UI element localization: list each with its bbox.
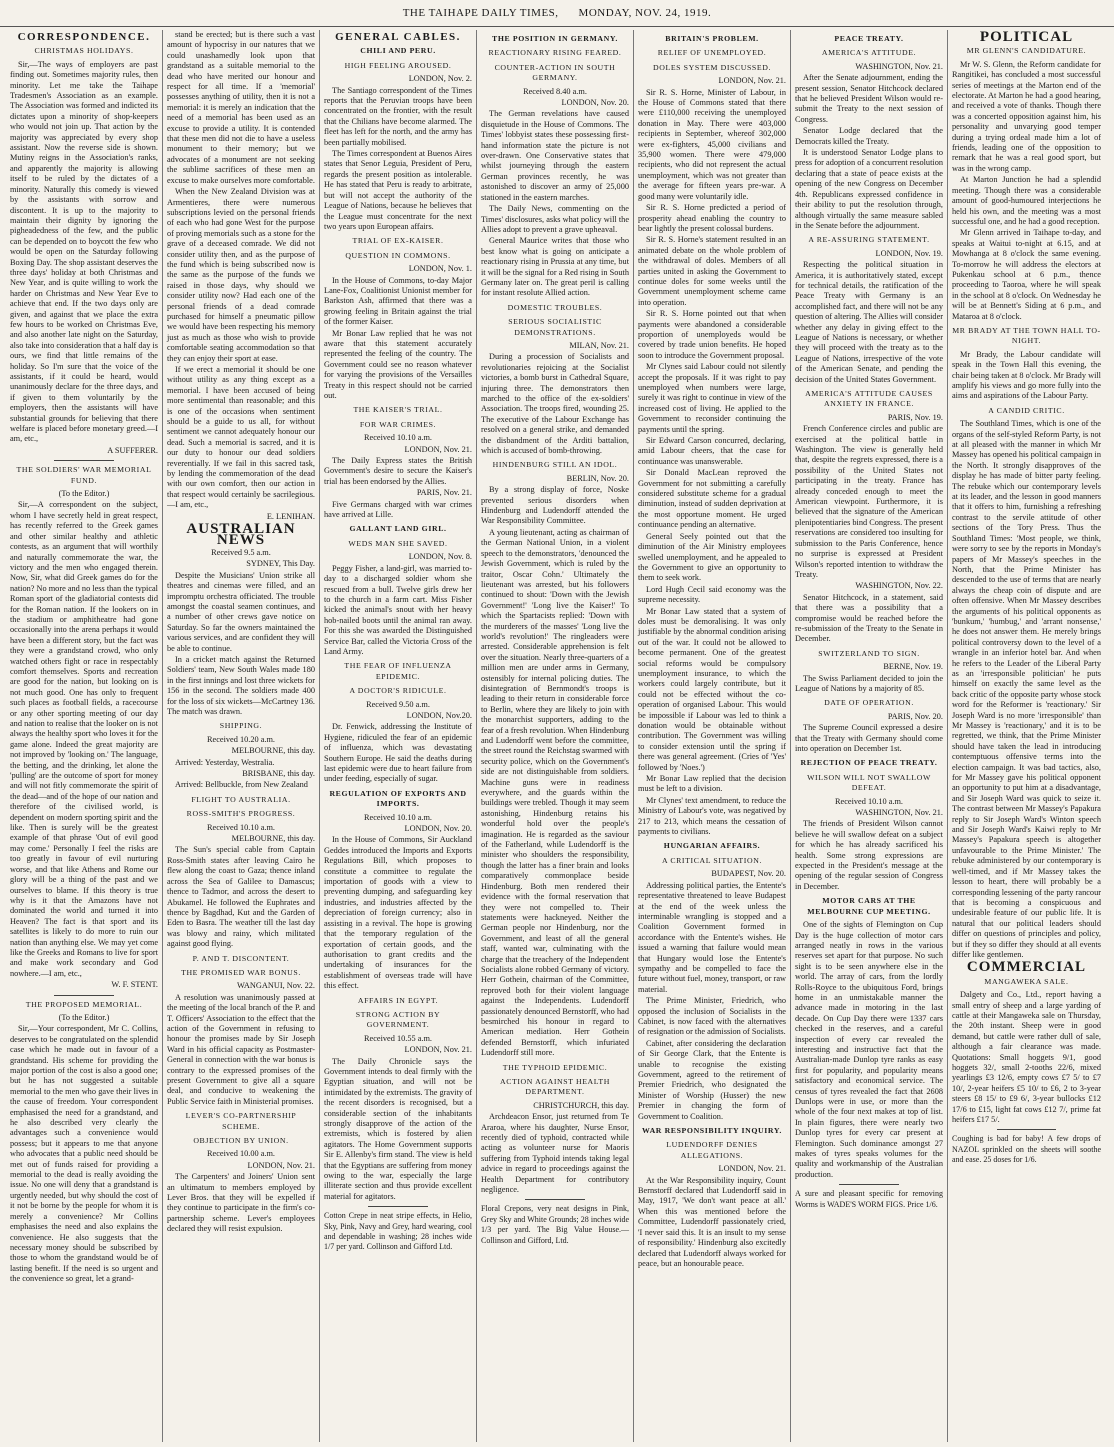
article-heading: THE PROPOSED MEMORIAL. bbox=[25, 999, 143, 1009]
article-paragraph: Sir R. S. Horne, Minister of Labour, in the House of Commons stated that there were £110,000 receiving the unemployed donation in May. There were 403,000 recipients in September, whereof 302,000 were ex-fighters, 45,000 civilians and 35,900 women. There were 479,000 recipients, who did not represent the actual unemployment, which was not greater than the average for fifteen years pre-war. A good many were voluntarily idle. bbox=[638, 87, 786, 201]
article-heading: THE FEAR OF INFLUENZA EPIDEMIC. bbox=[344, 661, 452, 681]
article-paragraph: Mr Bonar Law stated that a system of doles must be demoralising. It was only justifiable by the abnormal condition arising out of the war. It could not be allowed to become permanent. One of the greatest social reforms would be compulsory unemployment insurance, to which the workers could largely contribute, but it could not be effected without the co-operation of organised Labour. This would be impossible if Labour was led to think a donation would be obtainable without contribution. The Government was willing to consider extension until the spring if there was general agreement. (Cries of 'Yes' followed by 'Noes.') bbox=[638, 606, 786, 772]
dateline: PARIS, Nov. 19. bbox=[887, 412, 943, 422]
article-heading: GALLANT LAND GIRL. bbox=[349, 524, 447, 534]
article-subheading: COUNTER-ACTION IN SOUTH GERMANY. bbox=[494, 62, 616, 83]
article-subheading: QUESTION IN COMMONS. bbox=[345, 250, 451, 260]
article-paragraph: The Sun's special cable from Captain Ross-Smith states after leaving Cairo he flew along the coast to Gaza; thence inland across the Sea of Galilee to Damascus; thence to Tadmor, and across the desert to Abukamel. He followed the Euphrates and thence by Bagdhad, Kut and the Garden of Eden to Basra. The weather till the last day was blowy and rainy, which militated against good flying. bbox=[167, 845, 315, 949]
received-time: Received 10.10 a.m. bbox=[835, 796, 903, 806]
article-paragraph: The Supreme Council expressed a desire that the Treaty with Germany should come into operation on December 1st. bbox=[795, 723, 943, 753]
article-heading: DOMESTIC TROUBLES. bbox=[507, 302, 603, 312]
paper-title: THE TAIHAPE DAILY TIMES, bbox=[402, 7, 559, 19]
article-paragraph: In the House of Commons, Sir Auckland Geddes introduced the Imports and Exports Regulations Bill, which proposes to constitute a committee to regulate the importation of goods with a view to preventing dumping, and safeguarding key industries, and industries affected by the depreciation of foreign currency; also in assisting in a revival. The hope is growing that the temporary regulation of the exportation of certain goods, and the authorisation to grant credits and the undertaking of insurances for the establishment of overseas trade will have this effect. bbox=[324, 835, 472, 991]
article-heading: CHRISTMAS HOLIDAYS. bbox=[34, 46, 134, 56]
article-paragraph: One of the sights of Flemington on Cup Day is the huge collection of motor cars arranged neatly in rows in the various reserves set apart for that purpose. No such sight is to be seen anywhere else in the world. The array of cars, from the lordly Rolls-Royce to the ubiquitous Ford, brings home in an unmistakable manner the advance made in motoring in the last decade. On Cup Day there were 1337 cars checked in the reserves, and a careful inspection of every car revealed the interesting and instructive fact that the Australian-made Dunlop tyre ranks as easy first for popularity, and popularity means satisfactory and economical service. The census of tyres revealed the fact that 2608 Dunlops were in use, or more than the whole of the four next makes at top of list. In plain figures, there were nearly two Dunlop tyres for every car present at Flemington. Such dominance amongst 27 makes of tyres speaks volumes for the quality and workmanship of the Australian production. bbox=[795, 920, 943, 1179]
received-time: Received 10.10 a.m. bbox=[364, 812, 432, 822]
received-time: Received 10.00 a.m. bbox=[207, 1149, 275, 1159]
dateline: WASHINGTON, Nov. 22. bbox=[855, 581, 943, 591]
dateline: LONDON, Nov. 8. bbox=[408, 552, 472, 562]
article-paragraph: At Marton Junction he had a splendid meeting. Though there was a considerable amount of good-humoured interjections he held his own, and the meeting was a most successful one, and he had a good reception. bbox=[952, 175, 1101, 226]
dateline: LONDON, Nov. 21. bbox=[718, 1164, 786, 1174]
article-subheading: A CRITICAL SITUATION. bbox=[661, 855, 763, 865]
article-paragraph: Sir,—A correspondent on the subject, whom I have secretly held in great respect, has recently referred to the Greek games and other similar healthy and athletic contests, as an argument that will worthily and naturally commemorate the war, the victory and the men who engaged therein. Now, Sir, what did Greek games do for the nation? No more and no less than the typical Roman sport of the gladiatorial contests did for the Roman nation. If the lookers on in the stadium or amphitheatre had gone occasionally into the arena perhaps it would have been a different story, but the fact was they were a grandstand crowd, who only watched others fight or race in respectably comfort themselves. Sports and recreation are good for the nation, but looking on is not much good. One has only to frequent such places as football fields, a racecourse or any other sporting meeting of our day and nation to realise that the looker on is not always the healthy sport who loves it for the game alone. Indeed the great majority are not improved by 'looking on.' The language, the betting, and the drinking, let alone the 'pulling' are the outcome of sport for money and will not fitly commemorate the spirit of the dead—and of the hope of our nation and therefore of the civilised world, is dependent on modern sporting spirit and the like. Then is surely will be the greatest example of that phrase 'Out of evil good may come.' Personally I feel the risks are too greatly in favour of evil nurturing worse, and that like Athens and Rome our glory will be a thing of the past and we ourselves to blame. If this theory is true why is it that the Amazons have not dominated the world and turned it into Heaven? The fact is that sport and its satellites is likely to do more to ruin our nation than anything else. We may yet come like the Greeks and Romans to live for sport and make work secondary and God nowhere.—I am, etc., bbox=[10, 500, 158, 978]
article-paragraph: Cabinet, after considering the declaration of Sir George Clark, that the Entente is unable to recognise the existing Government, agreed to the retirement of Premier Friedrich, who designated the Minister of Worship (Husser) the new Premier in changing the form of Government to Coalition. bbox=[638, 1038, 786, 1121]
article-paragraph: A young lieutenant, acting as chairman of the German National Union, in a violent speech to the demonstrators, 'denounced the Jewish Government, which is ruled by the traitor, Oscar Cohn.' Ultimately the lieutenant was arrested, but his followers continued to shout: 'Down with the Jewish Government!' 'Long live the Kaiser!' To which the Spartacists replied: 'Down with the murderers of the masses' 'Long live the world's revolution!' The ringleaders were arrested. Considerable apprehension is felt over the situation. Nearly three-quarters of a million men are under arms in Germany, ostensibly for internal policing duties. The disintegration of Bernmondt's troops is leading to their return in considerable force to Berlin, where they are likely to join with the monarchist supporters, adding to the fear of a fresh revolution. When Hindenburg and Ludendorff went before the committee, the street round the Reichstag swarmed with security police, which on the Government's side are not distinguishable from soldiers. Machine guns were in readiness everywhere, and the guards within the buildings were trebled. Though it may seem astonishing, Hindenburg retains his wonderful hold over the people's imagination. He is regarded as the saviour of the Fatherland, while Ludendorff is the minister who shoulders the responsibility, though the latter has a finer brain and looks comparatively commonplace beside Hindenburg. Both men rendered their evidence with the formal reservation that they were not compelled to. Their statements were hackneyed. Neither the German people nor Hindenburg, nor the Government, and least of all the general staff, wanted war, culminating with the charge that the treachery of the Independent Socialists alone robbed Germany of victory. Herr Gothein, chairman of the Committee, reproved both for their violent language against the Independents. Ludendorff passionately denounced Bernstorff, who had besmirched his honour in regard to American mediation. Herr Gothein defended Bernstorff, which infuriated Ludendorff still more. bbox=[481, 527, 629, 1058]
dateline: BERNE, Nov. 19. bbox=[883, 662, 943, 672]
article-paragraph: General Maurice writes that those who best know what is going on anticipate a reactionary rising in Prussia at any time, but it will be the signal for a Red rising in South Germany later on. The great peril is calling for instant resolute Allied action. bbox=[481, 236, 629, 298]
dateline: WASHINGTON, Nov. 21. bbox=[855, 808, 943, 818]
article-paragraph: Sir Edward Carson concurred, declaring, amid Labour cheers, that the case for continuance was unanswerable. bbox=[638, 436, 786, 466]
article-paragraph: Lord Hugh Cecil said economy was the supreme necessity. bbox=[638, 584, 786, 605]
column-4 bbox=[477, 30, 634, 1442]
dateline: WANGANUI, Nov. 22. bbox=[236, 981, 315, 991]
received-time: Received 10.20 a.m. bbox=[207, 734, 275, 744]
article-paragraph: Dalgety and Co., Ltd., report having a small entry of sheep and a large yarding of cattle at their Mangaweka sale on Thursday, the 20th instant. Sheep were in good demand, but cattle were rather dull of sale, although a fair clearance was made. Quotations: Small hoggets 9/1, good hoggets 32/, small 2-tooths 22/6, mixed yearlings £3 12/6, empty cows £7 5/ to £7 10/, 2-year heifers £5 10/ to £6, 2 to 3-year steers £8 15/ to £9 6/, 3-year bullocks £12 17/6 to £15, light fat cows £12 7/, prime fat heifers £17 5/. bbox=[952, 990, 1101, 1125]
article-paragraph: Mr W. S. Glenn, the Reform candidate for Rangitikei, has concluded a most successful series of meetings at the Marton end of the electorate. At Marton he had a good hearing, and received a vote of thanks. Though there was a concerted opposition against him, his personality and unvarying good temper during a trying ordeal made him a lot of friends, leading one of the opposition to remark that he was a real good sport, but was in the wrong camp. bbox=[952, 59, 1101, 173]
received-time: Received 9.5 a.m. bbox=[211, 547, 271, 557]
article-paragraph: Despite the Musicians' Union strike all theatres and cinemas were filled, and an impromptu orchestra officiated. The trouble amongst the coastal seamen continues, and a number of other crews gave notice on Saturday. So far the owners maintained the various services, and are confident they will be able to continue. bbox=[167, 570, 315, 653]
article-subheading: DOLES SYSTEM DISCUSSED. bbox=[653, 62, 771, 72]
dateline: LONDON, Nov.20. bbox=[406, 710, 472, 720]
article-heading: PEACE TREATY. bbox=[834, 34, 904, 43]
article-heading: HINDENBURG STILL AN IDOL. bbox=[492, 460, 618, 470]
article-paragraph: The Daily Chronicle says the Government intends to deal firmly with the Egyptian situation, and will not be intimidated by the extremists. The gravity of the recent disorders is recognised, but a considerable section of the inhabitants strongly disapprove of the action of the extremists, which is fostered by alien agitators. The Home Government supports Sir E. Allenby's firm stand. The view is held that the Egyptians are suffering from money owing to the war, especially the large illiterate section and thus provide excellent material for agitators. bbox=[324, 1056, 473, 1201]
section-heading-australian-news: AUSTRALIAN NEWS bbox=[186, 521, 296, 548]
article-paragraph: Mr Clynes said Labour could not silently accept the proposals. If it was right to pay unemployed when numbers were large, surely it was right to continue in view of the increased cost of living. He applied to the Government to reconsider continuing the payments until the spring. bbox=[638, 362, 786, 434]
article-paragraph: Senator Lodge declared that the Democrats killed the Treaty. bbox=[795, 126, 943, 146]
article-subheading: WILSON WILL NOT SWALLOW DEFEAT. bbox=[807, 772, 931, 793]
article-heading: SWITZERLAND TO SIGN. bbox=[818, 648, 920, 658]
section-heading-general-cables: GENERAL CABLES. bbox=[335, 31, 461, 43]
received-time: Received 10.55 a.m. bbox=[364, 1033, 432, 1043]
column-5 bbox=[634, 30, 791, 1442]
article-heading: THE SOLDIERS' WAR MEMORIAL FUND. bbox=[16, 465, 152, 485]
section-heading-political: POLITICAL bbox=[979, 30, 1074, 45]
dateline: BERLIN, Nov. 20. bbox=[566, 473, 629, 483]
divider bbox=[54, 995, 113, 996]
article-paragraph: Dr. Fenwick, addressing the Institute of Hygiene, ridiculed the fear of an epidemic of influenza, which was devastating Southern Europe. He said the deaths during last epidemic were due to heart failure from under feeding, especially of sugar. bbox=[324, 722, 472, 784]
article-subheading: AMERICA'S ATTITUDE. bbox=[821, 48, 917, 58]
column-7 bbox=[948, 30, 1105, 1442]
dateline: LONDON, Nov. 21. bbox=[718, 76, 786, 86]
article-heading: TRIAL OF EX-KAISER. bbox=[352, 236, 444, 246]
section-heading-commercial: COMMERCIAL bbox=[966, 959, 1087, 976]
article-paragraph: Mr Bonar Law replied that he was not aware that this statement accurately represented the feeling of the country. The Government could see no reason whatever for varying the provisions of the Versailles Treaty in this respect should not be carried out. bbox=[324, 328, 472, 400]
article-paragraph: The Southland Times, which is one of the organs of the self-styled Reform Party, is not at all pleased with the manner in which Mr Massey has opened his political campaign in the North. It strongly disapproves of the display he has made of bitter party feeling. The rebuke which our contemporary levels at its leader, and the lesson in good manners that it offers to him, furnishing a refreshing contrast to the servile attitude of other sections of the Tory Press. Thus the Southland Times: 'Most people, we think, were sorry to see by the reports in Monday's papers of Mr Massey's speeches in the North, that the Prime Minister has descended to the use of terms that are nearly always the cheap coin of dispute and are often offensive. When Mr Massey describes the arguments of his political opponents as 'bunkum,' 'humbug,' and 'arrant nonsense,' he does not answer them. He merely brings political controversy down to the level of a wrangle in an inferior hotel bar. And when he refers to the Leader of the Liberal Party as an 'irresponsible politician' he puts himself on exactly the same level as the back critic of the opposite party whose stock word for the Reformer is 'reactionary.' Sir Joseph Ward is no more 'irresponsible' than Mr Massey is 'reactionary,' and it is to be regretted, we think, that the Prime Minister should have taken the lead in introducing contemptuous offensive terms into the election campaign. It was bad tactics, also, for Mr Massey gave his political opponent an opportunity to put him at a disadvantage, and Sir Joseph Ward was quick to seize it. The contrast between Mr Massey's Papakura reply to Sir Joseph Ward's Winton speech and Sir Joseph Ward's Kaiwi reply to Mr Massey's Papakura speech is altogether unfavourable to the Prime Minister.' The rebuke administered by our contemporary is well-timed, and if Mr Massey takes the lesson to heart, there will probably be a corresponding lessening of the party rancour that is becoming a conspicuous and undesirable feature of our public life. It is natural that our political leaders should differ on questions of principles and policy, but if they so differ they should at all events differ like gentlemen. bbox=[952, 419, 1101, 959]
article-heading: MOTOR CARS AT THE MELBOURNE CUP MEETING. bbox=[807, 896, 931, 916]
article-paragraph: Archdeacon Ensor, just returned from Te Araroa, where his daughter, Nurse Ensor, recently died of typhoid, contracted while acting as volunteer nurse for Maoris suffering from Typhoid intends taking legal advice in regard to proceedings against the Health Department for contributory negligence. bbox=[481, 1112, 629, 1195]
article-subheading: SERIOUS SOCIALISTIC DEMONSTRATIONS. bbox=[508, 317, 602, 337]
divider bbox=[839, 1184, 898, 1185]
article-paragraph: Peggy Fisher, a land-girl, was married to-day to a discharged soldier whom she rescued from a bull. Twelve girls drew her to the church in a farm cart. Miss Fisher kicked the animal's snout with her heavy hob-nailed boots until the animal ran away. For this she was awarded the Distinguished Service Bar, called the Victoria Cross of the Land Army. bbox=[324, 563, 472, 656]
received-time: Received 10.10 a.m. bbox=[207, 822, 275, 832]
article-heading: HUNGARIAN AFFAIRS. bbox=[663, 841, 761, 851]
article-paragraph: Sir R. S. Horne's statement resulted in an animated debate on the whole problem of the withdrawal of doles. Members of all parties united in asking the Government to continue doles for some weeks until the Government unemployment scheme came into operation. bbox=[638, 235, 786, 307]
article-paragraph: Five Germans charged with war crimes have arrived at Lille. bbox=[324, 499, 472, 520]
article-subheading: REACTIONARY RISING FEARED. bbox=[488, 48, 622, 58]
article-paragraph: After the Senate adjournment, ending the present session, Senator Hitchcock declared that he believed President Wilson would re-submit the Treaty to the next session of Congress. bbox=[795, 73, 943, 124]
article-heading: MANGAWEKA SALE. bbox=[984, 976, 1069, 986]
advertisement: Floral Crepons, very neat designs in Pink, Grey Sky and White Grounds; 28 inches wide 1/3 per yard. The Big Value House.— Collinson and Gifford, Ltd. bbox=[481, 1204, 629, 1245]
dateline: PARIS, Nov. 20. bbox=[887, 711, 943, 721]
article-paragraph: The German revelations have caused disquietude in the House of Commons. The Times' lobbyist states these possessing first-hand information state the picture is not over-drawn. One Conservative states that whilst journeying through the eastern German provinces recently, he was astonished to discover an army of 25,000 stationed in the eastern marches. bbox=[481, 109, 629, 202]
article-paragraph: Mr Brady, the Labour candidate will speak in the Town Hall this evening, the chair being taken at 8 o'clock. Mr Brady will amplify his views and go more fully into the aims and aspirations of the Labour Party. bbox=[952, 349, 1101, 401]
article-paragraph: In the House of Commons, to-day Major Lane-Fox, Coalitionist Unionist member for Barkston Ash, affirmed that there was a growing feeling in Britain against the trial of the former Kaiser. bbox=[324, 275, 472, 327]
dateline: LONDON, Nov. 20. bbox=[404, 824, 472, 834]
dateline: PARIS, Nov. 21. bbox=[416, 488, 472, 498]
article-subheading: LUDENDORFF DENIES ALLEGATIONS. bbox=[666, 1140, 758, 1160]
signature: W. F. STENT. bbox=[111, 980, 158, 990]
article-subheading: RELIEF OF UNEMPLOYED. bbox=[657, 48, 767, 58]
article-subheading: WEDS MAN SHE SAVED. bbox=[348, 538, 448, 548]
article-paragraph: Arrived: Bellbuckle, from New Zealand bbox=[175, 780, 308, 790]
page-columns bbox=[6, 30, 1108, 1442]
article-paragraph: Sir,—Your correspondent, Mr C. Collins, deserves to be congratulated on the splendid case which he made out in favour of a grandstand. His scheme for providing the major portion of the cost is also a good one; but he has not suggested a suitable memorial to the men who gave their lives in the cause of freedom. Your correspondent emphasised the need for a grandstand, and he also described very clearly the advantages such a convenience would possess; but it appears to me that anyone who advocates that a public need should be met out of funds raised for providing a memorial to the dead is really avoiding the issue. No one will deny that a grandstand is urgently needed, but why should the cost of it not be borne by the people for whom it is merely a convenience? Mr Collins emphasises the need and also explains the convenience. He also suggests that the necessary money should be subscribed by those to whom the grandstand would be of lasting benefit. If the need is so urgent and the convenience so great, let a grand- bbox=[10, 1024, 158, 1284]
received-time: Received 9.50 a.m. bbox=[366, 699, 430, 709]
signature: E. LENIHAN. bbox=[266, 511, 315, 521]
article-subheading: FOR WAR CRIMES. bbox=[359, 419, 437, 429]
article-heading: AFFAIRS IN EGYPT. bbox=[357, 995, 439, 1005]
editor-note: (To the Editor.) bbox=[58, 489, 110, 499]
article-paragraph: If we erect a memorial it should be one without utility as any thing except as a memorial. I have been accused of being more sentimental than reasonable; and this is one of the occasions when sentiment should be a guide to us all, for without sentiment we cannot adequately honour our dead. Such a memorial is sacred, and it is our duty to honour our dead soldiers reverentially. If we fail in this sacred task, by lending the commemoration of the dead with our own comfort, then our action in that respect would certainly be sacrilegious.—I am, etc., bbox=[167, 365, 315, 510]
dateline: SYDNEY, This Day. bbox=[246, 559, 315, 569]
divider bbox=[997, 1129, 1057, 1130]
article-heading: A RE-ASSURING STATEMENT. bbox=[808, 235, 930, 245]
article-paragraph: The Times correspondent at Buenos Aires states that Senor Leguia, President of Peru, regards the present position as intolerable. He has stated that Peru is ready to arbitrate, but will not accept the authority of the League of Nations, because he believes that the League must concentrate for the next two years upon European affairs. bbox=[324, 149, 472, 231]
received-time: Received 8.40 a.m. bbox=[523, 86, 587, 96]
article-paragraph: Sir R. S. Horne predicted a period of prosperity ahead enabling the country to bear lightly the present colossal burdens. bbox=[638, 203, 786, 233]
article-paragraph: The friends of President Wilson cannot believe he will swallow defeat on a subject for which he has already sacrificed his health. Some strong expressions are expected in the President's message at the opening of the regular session of Congress in December. bbox=[795, 819, 943, 891]
signature: A SUFFERER. bbox=[107, 445, 158, 455]
dateline: MELBOURNE, this day. bbox=[231, 746, 315, 756]
section-heading-correspondence: CORRESPONDENCE. bbox=[17, 31, 151, 43]
dateline: LONDON, Nov. 19. bbox=[875, 248, 943, 258]
article-heading: DATE OF OPERATION. bbox=[824, 698, 914, 708]
article-paragraph: It is understood Senator Lodge plans to press for adoption of a concurrent resolution declaring that a state of peace exists at the opening of the new Congress on December 4th. Republicans expressed confidence in their ability to put the resolution through, although virtually the same measure sabled in the Senate before the adjournment. bbox=[795, 148, 943, 230]
article-subheading: THE PROMISED WAR BONUS. bbox=[181, 967, 301, 977]
divider bbox=[368, 1206, 427, 1207]
article-heading: AMERICA'S ATTITUDE CAUSES ANXIETY IN FRANCE. bbox=[805, 389, 933, 409]
article-heading: REJECTION OF PEACE TREATY. bbox=[800, 758, 938, 768]
column-1 bbox=[6, 30, 163, 1442]
article-paragraph: During a procession of Socialists and revolutionaries rejoicing at the Socialist victories, a bomb burst in Cathedral Square, injuring three. The demonstrators then marched to the office of the ex-soldiers' Association. The troops fired, wounding 25. The executive of the Labour Exchange has resolved on a general strike, and demanded the disbandment of the Arditi battalion, which is accused of bomb-throwing. bbox=[481, 352, 629, 456]
article-heading: P. AND T. DISCONTENT. bbox=[192, 953, 290, 963]
article-paragraph: Mr Clynes' text amendment, to reduce the Ministry of Labour's vote, was negatived by 217 to 213, which means the cessation of payments to civilians. bbox=[638, 795, 786, 837]
article-subheading: ROSS-SMITH'S PROGRESS. bbox=[186, 809, 296, 819]
article-paragraph: Sir R. S. Horne pointed out that when payments were abandoned a considerable proportion of unemployeds would be covered by trade union benefits. He hoped soon to introduce the Government proposal. bbox=[638, 309, 786, 360]
article-paragraph: In a cricket match against the Returned Soldiers' team, New South Wales made 180 in the first innings and lost three wickets for 156 in the second. The soldiers made 400 for the loss of six wickets—McCartney 136. The match was drawn. bbox=[167, 654, 315, 716]
article-paragraph: Sir,—The ways of employers are past finding out. Sometimes majority rules, then minority. Let me take the Taihape Tradesmen's Association as an example. The Association was formed and indicted its dictates upon a minority of shop-keepers who would not join up. That action by the majority was appreciated by every shop assistant. Now the reverse side is shown. Mutiny reigns in the Association's ranks, and apparently the majority is allowing itself to be ruled by the dictates of a minority. Naturally this comedy is viewed by the assistants with sorrow and discontent. It is up to the majority to maintain their dignity by ignoring the pigheadedness of the few, and the public can be depended on to boycott the few who would be open on the Saturday following Boxing Day. The shop assistant deserves the three days' holiday at both Christmas and New Year, and is quite willing to work the harder on Christmas and New Year Eve to achieve that end. If the two days only are given, and against that we place the extra few hours to be worked on Christmas Eve, and also another late night on the Saturday, also take into consideration that a half day is ours, we find that little remains of the holiday. So I'm sure that the voice of the assistants, if it could be heard, would unanimously declare for the three days, and if given to them voluntarily by the employers, then the assistants will have substantial grounds for believing that there welfare is placed before monetary greed.—I am, etc., bbox=[10, 59, 158, 444]
article-heading: THE KAISER'S TRIAL. bbox=[353, 405, 443, 415]
article-paragraph: The Santiago correspondent of the Times reports that the Peruvian troops have been concentrated on the frontier, with the result that the Chilians have become alarmed. The fleet has left for the north, and the army has been partially mobilised. bbox=[324, 85, 472, 147]
dateline: MELBOURNE, this day. bbox=[231, 834, 315, 844]
article-heading: FLIGHT TO AUSTRALIA. bbox=[191, 794, 291, 804]
column-3 bbox=[320, 30, 477, 1442]
article-paragraph: General Seely pointed out that the diminution of the Air Ministry employees swelled unemployment, and he appealed to the Government to give an opportunity to them to seek work. bbox=[638, 531, 786, 583]
paper-date: MONDAY, NOV. 24, 1919. bbox=[578, 7, 712, 19]
article-heading: CHILI AND PERU. bbox=[360, 46, 436, 56]
article-paragraph: A resolution was unanimously passed at the meeting of the local branch of the P. and T. Officers' Association to the effect that the action of the Government in refusing to honour the promises made by Sir Joseph Ward in his official capacity as Postmaster-General in connection with the war bonus is contrary to the expressed promises of the present Government to give all a square deal, and conducive to weakening the Public Service faith in Ministerial promises. bbox=[167, 992, 315, 1106]
advertisement: A sure and pleasant specific for removing Worms is WADE'S WORM FIGS. Price 1/6. bbox=[795, 1189, 943, 1209]
article-paragraph: Addressing political parties, the Entente's representative threatened to leave Budapest at the end of the week unless the interminable wrangling is stopped and a Coalition Government formed in accordance with the Entente's wishes. He issued a warning that failure would mean that Hungary would lose the Entente's sympathy and be compelled to face the future without fuel, money, transport, or raw material. bbox=[638, 880, 786, 994]
dateline: LONDON, Nov. 21. bbox=[247, 1160, 315, 1170]
dateline: LONDON, Nov. 1. bbox=[408, 264, 472, 274]
article-paragraph: Mr Bonar Law replied that the decision must be left to a division. bbox=[638, 774, 786, 794]
article-paragraph: The Prime Minister, Friedrich, who opposed the inclusion of Socialists in the Cabinet, is now faced with the alternatives of resignation or the admission of Socialists. bbox=[638, 996, 786, 1037]
article-subheading: STRONG ACTION BY GOVERNMENT. bbox=[355, 1009, 441, 1030]
column-2 bbox=[163, 30, 320, 1442]
dateline: BUDAPEST, Nov. 20. bbox=[711, 869, 786, 879]
article-heading: SHIPPING. bbox=[219, 721, 263, 731]
dateline: MILAN, Nov. 21. bbox=[569, 340, 629, 350]
dateline: CHRISTCHURCH, this day. bbox=[533, 1100, 629, 1110]
article-paragraph: Sir Donald MacLean reproved the Government for not submitting a carefully considered substitute scheme for a gradual diminution, instead of sudden deprivation at the most opportune moment. He urged continuance pending an alternative. bbox=[638, 468, 786, 530]
dateline: WASHINGTON, Nov. 21. bbox=[855, 61, 943, 71]
article-heading: WAR RESPONSIBILITY INQUIRY. bbox=[642, 1126, 782, 1136]
article-heading: THE TYPHOID EPIDEMIC. bbox=[502, 1062, 608, 1072]
article-paragraph: When the New Zealand Division was at Armentieres, there were numerous subscriptions levied on the personal friends of each who had gone West for the purpose of proving memorials such as a stone for the grave of a deceased comrade. We did not consider utility then, and as the purpose of the fund which is being subscribed now is the same as the purpose of the funds we raised in those days, why should we consider utility now? Had each one of the personal friends of a dead comrade purchased for himself a pneumatic pillow we would have been respecting his memory just as much as those who wish to provide comfortable seating accommodation so that they can enjoy their sport at ease. bbox=[167, 187, 315, 363]
editor-note: (To the Editor.) bbox=[58, 1012, 110, 1022]
received-time: Received 10.10 a.m. bbox=[364, 433, 432, 443]
article-subheading: A DOCTOR'S RIDICULE. bbox=[349, 686, 447, 696]
dateline: LONDON, Nov. 21. bbox=[404, 444, 472, 454]
article-paragraph: Arrived: Yesterday, Westralia. bbox=[175, 757, 275, 767]
article-paragraph: By a strong display of force, Noske prevented serious disorders when Hindenburg and Ludendorff attended the War Responsibility Committee. bbox=[481, 485, 629, 526]
dateline: BRISBANE, this day. bbox=[242, 769, 315, 779]
article-paragraph: Senator Hitchcock, in a statement, said that there was a possibility that a compromise would be reached before the re-submission of the Treaty to the Senate in December. bbox=[795, 592, 943, 644]
article-paragraph: Mr Glenn arrived in Taihape to-day, and speaks at Waitui to-night at 6.15, and at Mowhanga at 8 o'clock the same evening. To-morrow he will address the electors at Pukenkau school at 6 p.m., thence proceeding to Taoroa, where he will speak in the school at 8 o'clock. On Wednesday he will be at Bennett's Siding at 6 p.m., and Mataroa at 8 o'clock. bbox=[952, 228, 1101, 321]
dateline: LONDON, Nov. 21. bbox=[404, 1045, 472, 1055]
article-heading: MR GLENN'S CANDIDATURE. bbox=[966, 46, 1087, 56]
column-6 bbox=[791, 30, 948, 1442]
article-paragraph: stand be erected; but is there such a vast amount of hypocrisy in our natures that we could unashamedly look upon that grandstand as a suitable memorial to the dead who have merited our honour and respect for all time. If a 'memorial' possesses anything of utility, then it is not a memorial: it is merely an indication that the need of a memorial has been used as an excuse to provide a utility. It is contended that these men did not die to have a useless monument to their memory; but we advocates of a monument are not seeking the sublime sacrifices of these men an excuse to make ourselves more comfortable. bbox=[167, 30, 315, 185]
article-paragraph: The Daily News, commenting on the Times' disclosures, asks what policy will the Allies adopt to prevent a grave upheaval. bbox=[481, 204, 629, 234]
article-paragraph: The Daily Express states the British Government's desire to secure the Kaiser's trial has been endorsed by the Allies. bbox=[324, 456, 472, 486]
divider bbox=[54, 460, 113, 461]
article-heading: REGULATION OF EXPORTS AND IMPORTS. bbox=[329, 788, 467, 809]
masthead bbox=[0, 0, 1114, 27]
article-paragraph: At the War Responsibility inquiry, Count Bernstorff declared that Ludendorff said in May, 1917, 'We don't want peace at all.' When this was mentioned before the Committee, Ludendorff passionately cried, 'I never said this. It is an insult to my sense of responsibility.' Hindenburg also excitedly declared that Ludendorff always worked for peace, but an honourable peace. bbox=[638, 1175, 786, 1268]
article-heading: BRITAIN'S PROBLEM. bbox=[665, 34, 759, 43]
article-heading: LEVER'S CO-PARTNERSHIP SCHEME. bbox=[185, 1111, 297, 1131]
article-paragraph: Respecting the political situation in America, it is authoritatively stated, except for technical details, the ratification of the Peace Treaty with Germany is an accomplished fact, and there will not be any question of altering. The Allies will consider whether any delay in giving effect to the League of Nations is necessary, or whether they will proceed with the treaty as to the League of Nations, irrespective of the vote of the American Senate, and pending the decision of the United States Government. bbox=[795, 260, 944, 384]
advertisement: Coughing is bad for baby! A few drops of NAZOL sprinkled on the sheets will soothe and ease. 25 doses for 1/6. bbox=[952, 1134, 1101, 1165]
dateline: LONDON, Nov. 20. bbox=[561, 98, 629, 108]
advertisement: Cotton Crepe in neat stripe effects, in Helio, Sky, Pink, Navy and Grey, hard wearing, cool and dependable in washing; 28 inches wide 1/7 per yard. Collinson and Gifford Ltd. bbox=[324, 1211, 472, 1252]
article-paragraph: The Swiss Parliament decided to join the League of Nations by a majority of 85. bbox=[795, 673, 943, 693]
article-heading: THE POSITION IN GERMANY. bbox=[492, 34, 618, 43]
article-subheading: ACTION AGAINST HEALTH DEPARTMENT. bbox=[499, 1077, 611, 1097]
article-heading: A CANDID CRITIC. bbox=[988, 405, 1065, 415]
article-heading: MR BRADY AT THE TOWN HALL TO-NIGHT. bbox=[952, 325, 1101, 346]
article-paragraph: The Carpenters' and Joiners' Union sent an ultimatum to members employed by Lever Bros. that they will be expelled if they continue to participate in the firm's co-partnership scheme. Lever's employees declared they will resist expulsion. bbox=[167, 1172, 315, 1234]
divider bbox=[525, 1199, 584, 1200]
article-subheading: HIGH FEELING AROUSED. bbox=[344, 60, 452, 70]
article-subheading: OBJECTION BY UNION. bbox=[193, 1136, 289, 1146]
article-paragraph: French Conference circles and public are exercised at the political battle in Washington. The view is generally held that, despite the regrets expressed, there is a possibility of the United States not participating in the treaty. France has already conceded enough to meet the American viewpoint. Furthermore, it is believed that the signature of the American plenipotentiaries bind Congress. The present reservations are considered too insulting for submission to the Paris Conference, hence no surprise is expressed at President Wilson's reported intention to withdraw the Treaty. bbox=[795, 424, 944, 579]
dateline: LONDON, Nov. 2. bbox=[408, 74, 472, 84]
